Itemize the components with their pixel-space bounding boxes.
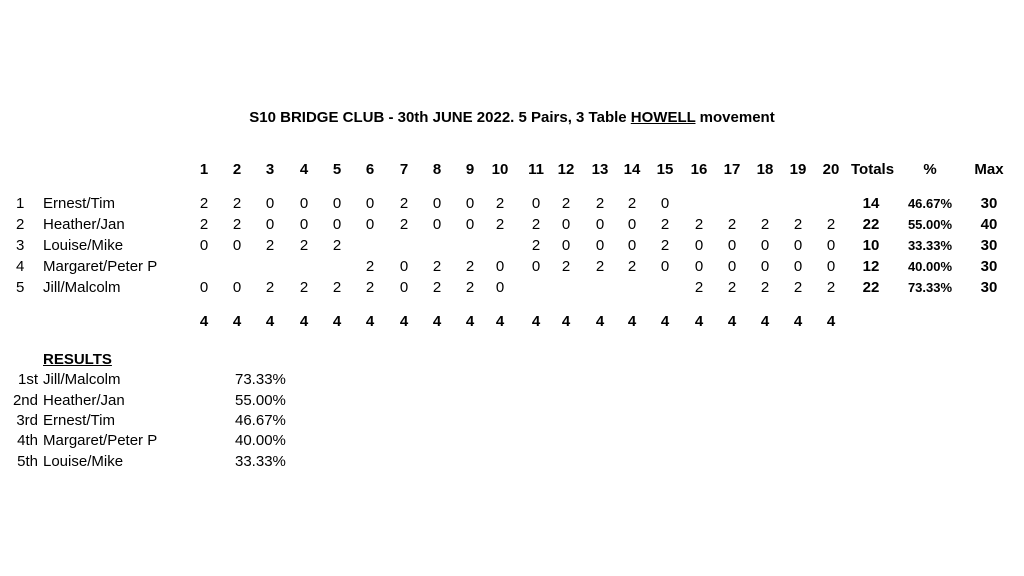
result-place: 4th xyxy=(17,432,38,449)
row-max: 40 xyxy=(980,216,998,233)
column-header: 8 xyxy=(432,161,442,178)
score-cell: 2 xyxy=(660,237,670,254)
score-cell: 2 xyxy=(332,279,342,296)
row-percent: 40.00% xyxy=(907,259,953,274)
score-cell: 2 xyxy=(595,195,605,212)
score-cell: 0 xyxy=(727,258,737,275)
title-suffix: movement xyxy=(695,109,775,126)
column-header: 1 xyxy=(199,161,209,178)
score-cell: 0 xyxy=(561,237,571,254)
row-max: 30 xyxy=(980,258,998,275)
column-header: 20 xyxy=(822,161,840,178)
score-cell: 0 xyxy=(432,195,442,212)
score-cell: 0 xyxy=(199,237,209,254)
row-percent: 55.00% xyxy=(907,217,953,232)
pair-number: 1 xyxy=(16,195,25,212)
score-cell: 0 xyxy=(531,258,541,275)
result-name: Margaret/Peter P xyxy=(43,432,158,449)
score-cell: 2 xyxy=(299,279,309,296)
score-cell: 2 xyxy=(432,279,442,296)
score-cell: 0 xyxy=(332,216,342,233)
row-max: 30 xyxy=(980,195,998,212)
column-total: 4 xyxy=(595,313,605,330)
result-name: Louise/Mike xyxy=(43,453,124,470)
title-howell: HOWELL xyxy=(630,109,696,126)
score-cell: 0 xyxy=(826,258,836,275)
score-cell: 2 xyxy=(627,258,637,275)
pair-name: Jill/Malcolm xyxy=(43,279,121,296)
result-name: Jill/Malcolm xyxy=(43,371,121,388)
score-cell: 0 xyxy=(727,237,737,254)
column-total: 4 xyxy=(399,313,409,330)
score-cell: 2 xyxy=(694,279,704,296)
score-cell: 0 xyxy=(495,258,505,275)
column-header: 19 xyxy=(789,161,807,178)
row-max: 30 xyxy=(980,279,998,296)
score-cell: 2 xyxy=(365,279,375,296)
score-cell: 2 xyxy=(561,258,571,275)
score-cell: 0 xyxy=(760,258,770,275)
column-total: 4 xyxy=(561,313,571,330)
pair-name: Heather/Jan xyxy=(43,216,125,233)
score-cell: 0 xyxy=(365,216,375,233)
score-cell: 0 xyxy=(595,237,605,254)
score-cell: 2 xyxy=(793,216,803,233)
result-percent: 73.33% xyxy=(235,371,286,388)
column-header: 17 xyxy=(723,161,741,178)
score-cell: 0 xyxy=(432,216,442,233)
score-cell: 2 xyxy=(232,195,242,212)
score-cell: 2 xyxy=(299,237,309,254)
column-total: 4 xyxy=(365,313,375,330)
result-percent: 46.67% xyxy=(235,412,286,429)
percent-header: % xyxy=(923,161,937,178)
column-header: 15 xyxy=(656,161,674,178)
result-place: 2nd xyxy=(12,392,38,409)
column-total: 4 xyxy=(495,313,505,330)
score-cell: 2 xyxy=(826,216,836,233)
column-header: 11 xyxy=(528,161,544,178)
results-heading: RESULTS xyxy=(43,351,112,368)
result-percent: 55.00% xyxy=(235,392,286,409)
column-total: 4 xyxy=(332,313,342,330)
score-cell: 2 xyxy=(531,216,541,233)
column-header: 3 xyxy=(265,161,275,178)
row-total: 12 xyxy=(862,258,880,275)
score-cell: 2 xyxy=(199,216,209,233)
row-percent: 33.33% xyxy=(907,238,953,253)
score-cell: 2 xyxy=(399,195,409,212)
score-cell: 0 xyxy=(232,237,242,254)
result-name: Heather/Jan xyxy=(43,392,125,409)
column-header: 10 xyxy=(491,161,509,178)
column-header: 6 xyxy=(365,161,375,178)
pair-number: 5 xyxy=(16,279,25,296)
score-cell: 2 xyxy=(265,279,275,296)
score-cell: 2 xyxy=(627,195,637,212)
score-cell: 2 xyxy=(465,258,475,275)
pair-name: Louise/Mike xyxy=(43,237,124,254)
score-cell: 0 xyxy=(793,237,803,254)
score-cell: 2 xyxy=(694,216,704,233)
score-cell: 0 xyxy=(299,195,309,212)
score-cell: 2 xyxy=(432,258,442,275)
score-cell: 0 xyxy=(495,279,505,296)
column-total: 4 xyxy=(465,313,475,330)
column-header: 14 xyxy=(623,161,641,178)
score-cell: 0 xyxy=(760,237,770,254)
result-place: 1st xyxy=(17,371,38,388)
column-header: 5 xyxy=(332,161,342,178)
score-cell: 0 xyxy=(531,195,541,212)
column-total: 4 xyxy=(793,313,803,330)
column-total: 4 xyxy=(432,313,442,330)
column-total: 4 xyxy=(826,313,836,330)
score-cell: 2 xyxy=(793,279,803,296)
pair-number: 3 xyxy=(16,237,25,254)
column-total: 4 xyxy=(694,313,704,330)
score-cell: 0 xyxy=(627,216,637,233)
score-cell: 2 xyxy=(826,279,836,296)
pair-number: 4 xyxy=(16,258,25,275)
score-cell: 0 xyxy=(232,279,242,296)
row-percent: 46.67% xyxy=(907,196,953,211)
row-total: 14 xyxy=(862,195,880,212)
score-cell: 2 xyxy=(232,216,242,233)
score-cell: 2 xyxy=(660,216,670,233)
score-cell: 0 xyxy=(694,258,704,275)
page-title xyxy=(0,109,1024,126)
score-cell: 0 xyxy=(627,237,637,254)
score-cell: 0 xyxy=(826,237,836,254)
result-percent: 40.00% xyxy=(235,432,286,449)
score-cell: 2 xyxy=(495,216,505,233)
score-cell: 0 xyxy=(561,216,571,233)
score-cell: 2 xyxy=(760,279,770,296)
column-total: 4 xyxy=(760,313,770,330)
score-cell: 2 xyxy=(727,279,737,296)
pair-name: Ernest/Tim xyxy=(43,195,115,212)
score-cell: 0 xyxy=(332,195,342,212)
column-total: 4 xyxy=(727,313,737,330)
result-place: 3rd xyxy=(16,412,38,429)
pair-number: 2 xyxy=(16,216,25,233)
result-percent: 33.33% xyxy=(235,453,286,470)
column-total: 4 xyxy=(531,313,541,330)
score-cell: 0 xyxy=(793,258,803,275)
row-max: 30 xyxy=(980,237,998,254)
max-header: Max xyxy=(974,161,1004,178)
column-header: 16 xyxy=(690,161,708,178)
score-cell: 0 xyxy=(465,216,475,233)
column-header: 12 xyxy=(557,161,575,178)
row-total: 22 xyxy=(862,216,880,233)
title-prefix: S10 BRIDGE CLUB - 30th JUNE 2022. 5 Pairs, 3 Table xyxy=(249,109,631,126)
score-cell: 0 xyxy=(265,195,275,212)
score-cell: 2 xyxy=(399,216,409,233)
column-header: 2 xyxy=(232,161,242,178)
column-total: 4 xyxy=(232,313,242,330)
column-header: 18 xyxy=(756,161,774,178)
column-header: 9 xyxy=(465,161,475,178)
column-total: 4 xyxy=(299,313,309,330)
score-cell: 2 xyxy=(199,195,209,212)
score-cell: 2 xyxy=(595,258,605,275)
row-percent: 73.33% xyxy=(907,280,953,295)
column-total: 4 xyxy=(660,313,670,330)
column-header: 7 xyxy=(399,161,409,178)
score-cell: 0 xyxy=(660,258,670,275)
score-cell: 2 xyxy=(465,279,475,296)
totals-header: Totals xyxy=(851,161,895,178)
score-cell: 0 xyxy=(299,216,309,233)
score-cell: 2 xyxy=(760,216,770,233)
column-total: 4 xyxy=(265,313,275,330)
score-cell: 0 xyxy=(265,216,275,233)
score-cell: 2 xyxy=(332,237,342,254)
score-cell: 0 xyxy=(595,216,605,233)
column-total: 4 xyxy=(627,313,637,330)
score-cell: 0 xyxy=(660,195,670,212)
row-total: 22 xyxy=(862,279,880,296)
result-place: 5th xyxy=(17,453,38,470)
score-cell: 0 xyxy=(694,237,704,254)
score-cell: 0 xyxy=(199,279,209,296)
column-header: 13 xyxy=(591,161,609,178)
column-total: 4 xyxy=(199,313,209,330)
score-cell: 2 xyxy=(531,237,541,254)
score-cell: 0 xyxy=(365,195,375,212)
score-cell: 0 xyxy=(465,195,475,212)
score-cell: 2 xyxy=(265,237,275,254)
score-cell: 0 xyxy=(399,258,409,275)
score-cell: 0 xyxy=(399,279,409,296)
score-cell: 2 xyxy=(561,195,571,212)
result-name: Ernest/Tim xyxy=(43,412,115,429)
column-header: 4 xyxy=(299,161,309,178)
pair-name: Margaret/Peter P xyxy=(43,258,158,275)
score-cell: 2 xyxy=(495,195,505,212)
row-total: 10 xyxy=(862,237,880,254)
score-cell: 2 xyxy=(727,216,737,233)
score-cell: 2 xyxy=(365,258,375,275)
